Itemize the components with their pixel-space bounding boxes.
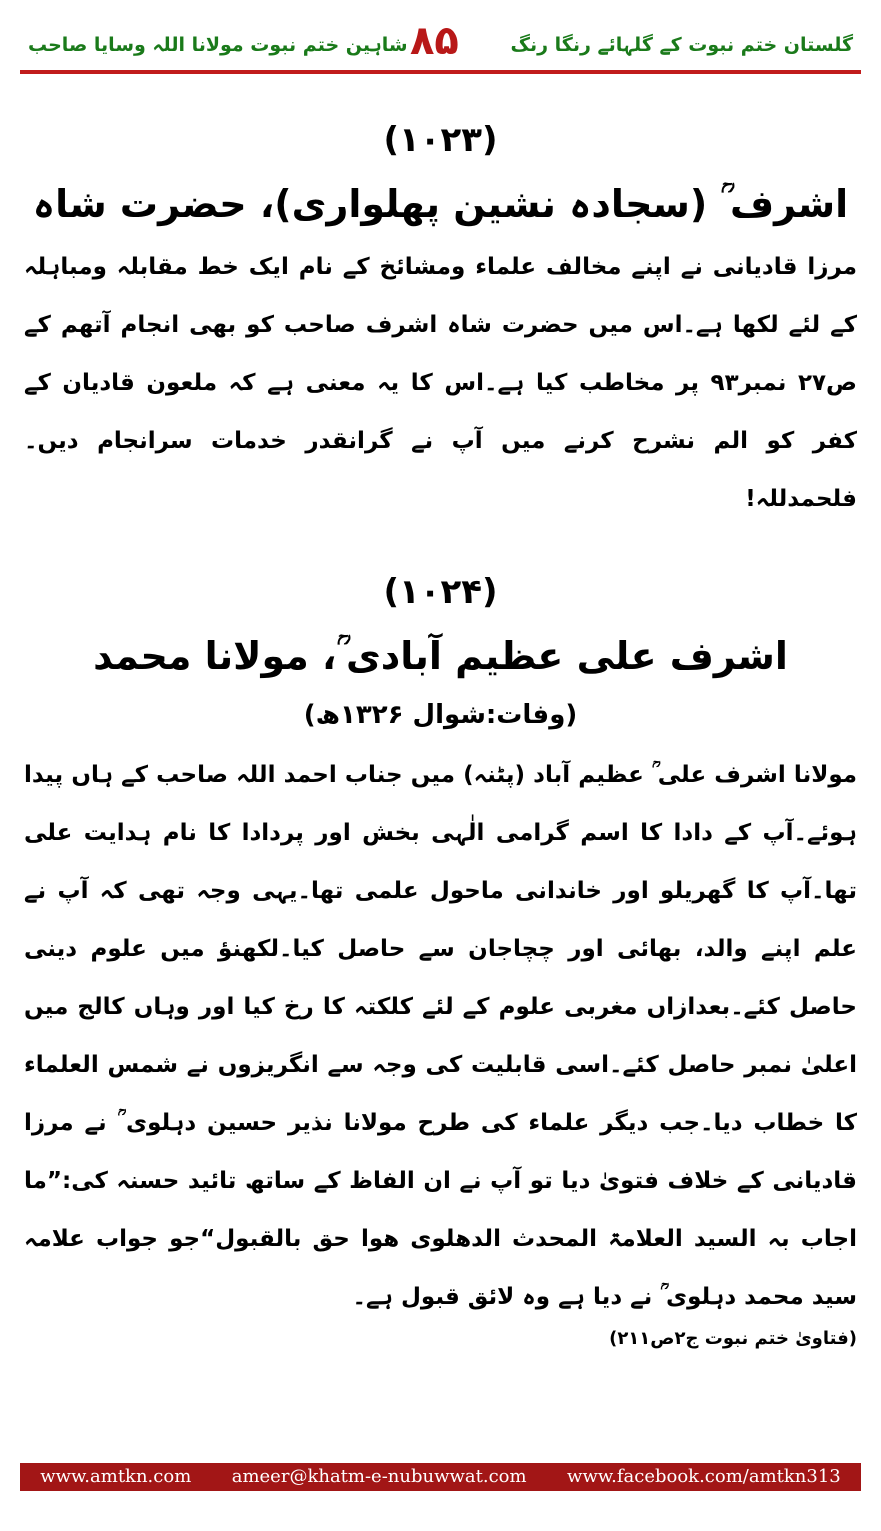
footer-website-link[interactable]: www.amtkn.com: [40, 1466, 192, 1487]
entry-title: اشرف علی عظیم آبادی ؒ، مولانا محمد: [93, 634, 788, 678]
header-divider: [20, 70, 861, 74]
entry-reference: (فتاویٰ ختم نبوت ج۲ص۲۱۱): [609, 1328, 857, 1349]
entry-number: (۱۰۲۳): [383, 120, 498, 160]
footer-facebook-link[interactable]: www.facebook.com/amtkn313: [567, 1466, 841, 1487]
entry-death-date: (وفات:شوال ۱۳۲۶ھ): [303, 700, 578, 730]
page-number: ۸۵: [410, 18, 459, 64]
entry-paragraph: مرزا قادیانی نے اپنے مخالف علماء ومشائخ کے نام ایک خط مقابلہ ومباہلہ کے لئے لکھا ہے۔اس میں حضرت شاہ اشرف صاحب کو بھی انجام آتھم کے ص۲۷ نمبر۹۳ پر مخاطب کیا ہے۔اس کا یہ معنی ہے کہ ملعون قادیان کے کفر کو الم نشرح کرنے میں آپ نے گرانقدر خدمات سرانجام دیں۔ فلحمدللہ!: [24, 254, 857, 512]
entry-1024: [20, 562, 861, 1349]
header-book-title: گلستان ختم نبوت کے گلہائے رنگا رنگ: [510, 34, 853, 56]
entry-1023: [20, 110, 861, 528]
entry-number: (۱۰۲۴): [383, 572, 498, 612]
header-author-title: شاہین ختم نبوت مولانا اللہ وسایا صاحب: [28, 34, 408, 56]
entry-paragraph: مولانا اشرف علی ؒ عظیم آباد (پٹنہ) میں جناب احمد اللہ صاحب کے ہاں پیدا ہوئے۔آپ کے دادا کا اسم گرامی الٰہی بخش اور پردادا کا نام ہدایت علی تھا۔آپ کا گھریلو اور خاندانی ماحول علمی تھا۔یہی وجہ تھی کہ آپ نے علم اپنے والد، بھائی اور چچاجان سے حاصل کیا۔لکھنؤ میں علوم دینی حاصل کئے۔بعدازاں مغربی علوم کے لئے کلکتہ کا رخ کیا اور وہاں کالج میں اعلیٰ نمبر حاصل کئے۔اسی قابلیت کی وجہ سے انگریزوں نے شمس العلماء کا خطاب دیا۔جب دیگر علماء کی طرح مولانا نذیر حسین دہلوی ؒ نے مرزا قادیانی کے خلاف فتویٰ دیا تو آپ نے ان الفاظ کے ساتھ تائید حسنہ کی:”ما اجاب بہ السید العلامۃ المحدث الدھلوی ھوا حق بالقبول“جو جواب علامہ سید محمد دہلوی ؒ نے دیا ہے وہ لائق قبول ہے۔: [24, 762, 857, 1310]
footer-email-link[interactable]: ameer@khatm-e-nubuwwat.com: [231, 1466, 527, 1487]
page-header: [20, 8, 861, 68]
page-content: [20, 110, 861, 1349]
footer-bar: [20, 1463, 861, 1491]
entry-title: اشرف ؒ (سجادہ نشین پھلواری)، حضرت شاہ: [32, 182, 849, 226]
